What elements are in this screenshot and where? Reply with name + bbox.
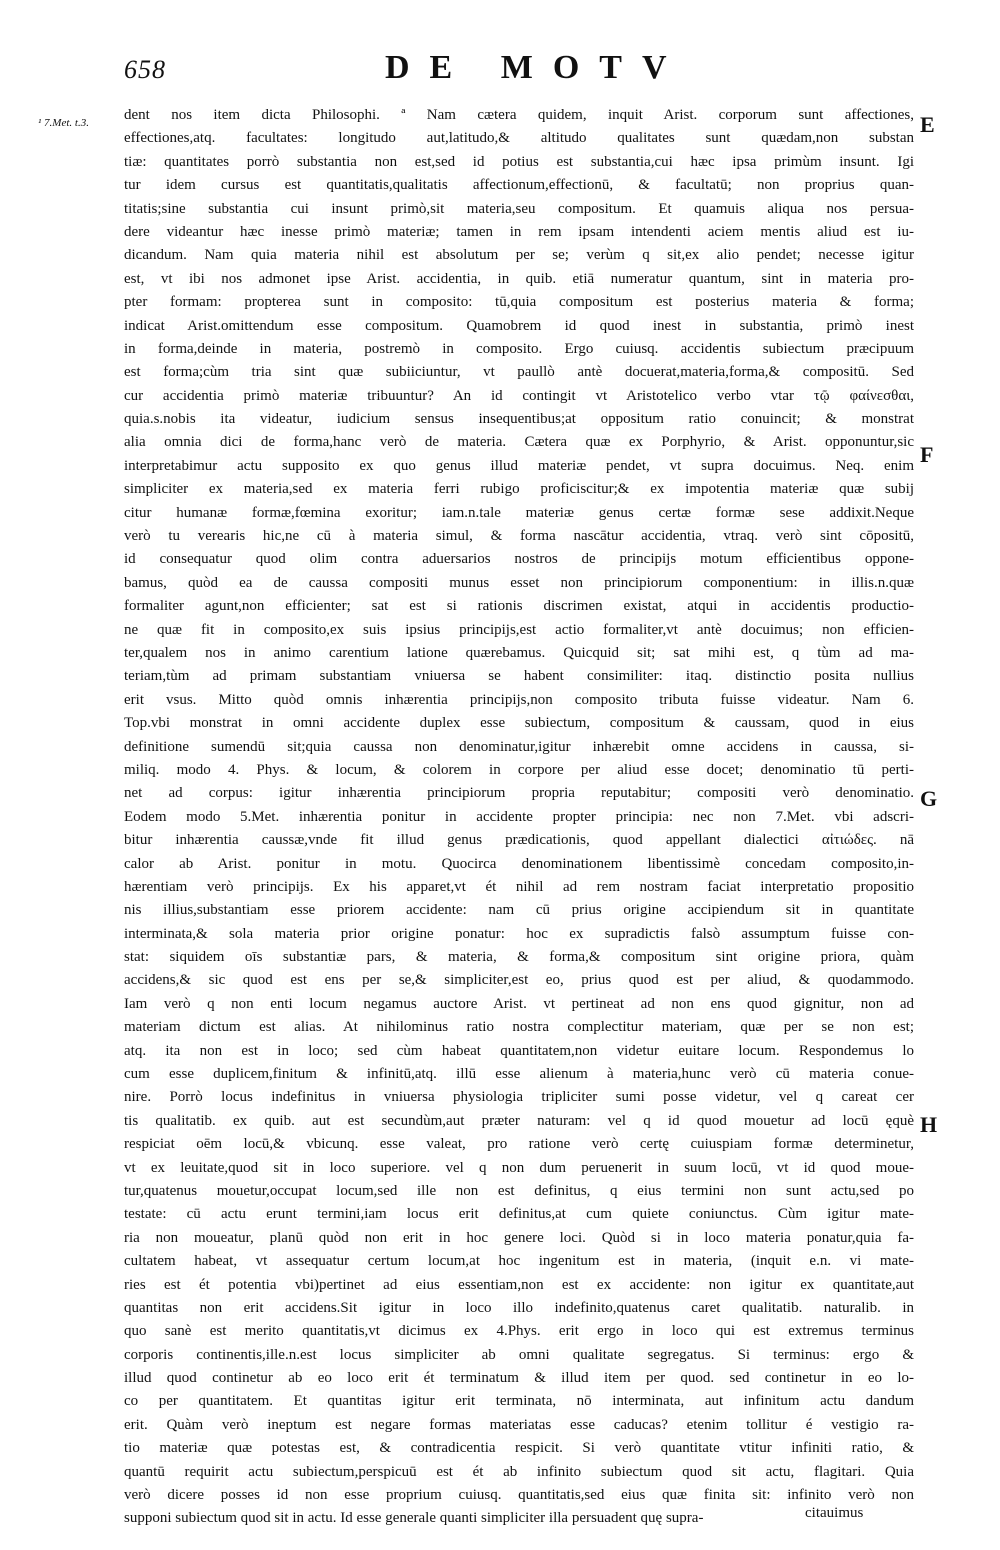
text-line: tur idem cursus est quantitatis,qualitatis affectionum,effectionū, & facultatū; non proprius quan- bbox=[124, 177, 914, 194]
text-line: est, vt ibi nos admonet ipse Arist. accidentia, in quib. etiā numeratur quantum, sint in materia pro- bbox=[124, 270, 914, 287]
text-line: quo sanè est merito quantitatis,vt dicimus ex 4.Phys. erit ergo in loco qui est extremus terminus bbox=[124, 1323, 914, 1340]
margin-section-letter-h: H bbox=[920, 1112, 938, 1137]
text-line: supponi subiectum quod sit in actu. Id esse generale quanti simpliciter illa persuadent quę supra- bbox=[124, 1510, 704, 1527]
text-line: respiciat oēm locū,& vbicunq. esse valeat, pro ratione verò certę cuiuspiam formæ determinetur, bbox=[124, 1136, 914, 1153]
text-line: ne quæ fit in composito,ex suis ipsius principijs,est actio formaliter,vt antè docuimus; non efficien- bbox=[124, 621, 914, 638]
text-line: tis qualitatib. ex quib. aut est secundùm,aut præter naturam: vel q id quod mouetur ad locū ęquè bbox=[124, 1112, 914, 1129]
text-line: quia.s.nobis ita videatur, iudicium sensus insequentibus;at oppositum ratio conuincit; & monstrat bbox=[124, 411, 914, 428]
text-line: hærentiam verò principijs. Ex his apparet,vt ét nihil ad rem nostram faciat interpretatio propositio bbox=[124, 878, 914, 895]
text-line: quantitas non erit accidens.Sit igitur in loco illo indefinito,quatenus caret qualitatib. naturalib. in bbox=[124, 1299, 914, 1316]
text-line: accidens,& sic quod est ens per se,& simpliciter,est eo, prius quod est per aliud, & quodammodo. bbox=[124, 972, 914, 989]
text-line: dent nos item dicta Philosophi. ª Nam cætera quidem, inquit Arist. corporum sunt affectiones, bbox=[124, 107, 914, 123]
text-line: net ad corpus: igitur inhærentia principiorum propria reputabitur; compositi verò denominatio. bbox=[124, 785, 914, 802]
text-line: in forma,deinde in materia, postremò in composito. Ergo cuiusq. accidentis subiectum præcipuum bbox=[124, 340, 914, 357]
text-line: atq. ita non est in loco; sed cùm habeat quantitatem,non videtur euitare locum. Respondemus lo bbox=[124, 1042, 914, 1059]
text-line: materiam dictum est alias. At nihilominus ratio nostra complectitur materiam, quæ per se non est; bbox=[124, 1019, 914, 1036]
text-line: dicandum. Nam quia materia nihil est absolutum per se; verùm q sit,ex alio pendet; necesse igitur bbox=[124, 247, 914, 264]
text-line: verò dicere posses id non esse proprium cuiusq. quantitatis,sed eius quæ finita sit: infinito verò non bbox=[124, 1487, 914, 1504]
text-line: testate: cū actu erunt termini,iam locus erit definitus,at cum quiete coniunctus. Cùm igitur mate- bbox=[124, 1206, 914, 1223]
text-line: indicat Arist.omittendum esse compositum. Quamobrem id quod inest in substantia, primò inest bbox=[124, 317, 914, 334]
text-line: stat: siquidem oīs substantiæ pars, & materia, & forma,& compositum sint origine priora, quàm bbox=[124, 949, 914, 966]
catchword: citauimus bbox=[805, 1505, 864, 1521]
text-line: vt ex leuitate,quod sit in loco superiore. vel q non dum peruenerit in suum locū, vt id quod moue- bbox=[124, 1159, 914, 1176]
text-line: formaliter agunt,non efficienter; sat est si rationis discrimen existat, atqui in accidentis productio- bbox=[124, 598, 914, 615]
text-line: bitur inhærentia caussæ,vnde fit illud genus prædicationis, quod appellant dialectici αἰτιώδες. nā bbox=[124, 832, 914, 849]
margin-section-letter-f: F bbox=[920, 442, 934, 467]
text-line: tur,quatenus mouetur,occupat locum,sed ille non est definitus, q eius termini non sunt actu,sed po bbox=[124, 1182, 914, 1199]
text-line: est forma;cùm tria sint quæ subiiciuntur, vt paullò antè docuerat,materia,forma,& compositū. Sed bbox=[124, 364, 914, 381]
text-line: cur accidentia primò materiæ tribuuntur? An id contingit vt Aristotelico verbo vtar τῷ φαίνεσθαι, bbox=[124, 387, 914, 404]
text-line: alia omnia dici de forma,hanc verò de materia. Cætera quæ ex Porphyrio, & Arist. opponuntur,sic bbox=[124, 434, 914, 451]
text-line: ria non moueatur, planū quòd non erit in hoc genere loci. Quòd si in loco materia ponatur,quia fa- bbox=[124, 1229, 914, 1246]
text-line: quantū requirit actu subiectum,perspicuū est ét ab infinito subiectum quod sit actu, flagitari. Quia bbox=[124, 1463, 914, 1480]
text-line: erit vsus. Mitto quòd omnis inhærentia principijs,non composito tributa fuisse videatur. Nam 6. bbox=[124, 691, 914, 708]
text-line: teriam,tùm ad primam substantiam vniuersa se habent consimiliter: itaq. distinctio posita nullius bbox=[124, 668, 914, 685]
text-line: calor ab Arist. ponitur in motu. Quocirca denominationem libentissimè concedam composito,in- bbox=[124, 855, 914, 872]
text-line: dere videantur hæc inesse primò materiæ; tamen in rem ipsam intendenti aciem mentis aliud est iu- bbox=[124, 223, 914, 240]
text-line: cultatem habeat, vt assequatur certum locum,at hoc ingenitum est in materia, (inquit e.n. vi mate- bbox=[124, 1253, 914, 1270]
text-line: interminata,& sola materia prior origine ponatur: hoc ex supradictis falsò assumptum fuisse con- bbox=[124, 925, 914, 942]
text-line: Iam verò q non enti locum negamus auctore Arist. vt pertineat ad non ens quod gignitur, non ad bbox=[124, 995, 914, 1012]
text-line: id consequatur quod olim contra aduersarios nostros de principijs motum efficientibus oppone- bbox=[124, 551, 914, 568]
main-text-block bbox=[124, 104, 914, 1531]
text-line: definitione sumendū sit;quia caussa non denominatur,igitur inhærebit omne accidens in caussa, si- bbox=[124, 738, 914, 755]
running-title: DE MOTV bbox=[385, 49, 687, 86]
marginal-reference: ¹ 7.Met. t.3. bbox=[38, 117, 89, 129]
text-line: bamus, quòd ea de caussa compositi munus esset non principiorum componentium: in illis.n.quæ bbox=[124, 574, 914, 591]
margin-section-letter-e: E bbox=[920, 112, 935, 137]
text-line: Eodem modo 5.Met. inhærentia ponitur in accidente propter principia: nec non 7.Met. vbi adscri- bbox=[124, 808, 914, 825]
text-line: miliq. modo 4. Phys. & locum, & colorem in corpore per aliud esse docet; denominatio tū perti- bbox=[124, 761, 914, 778]
text-line: pter formam: propterea sunt in composito: tū,quia compositum est posterius materia & forma; bbox=[124, 294, 914, 311]
text-line: interpretabimur actu supposito ex quo genus illud materiæ pendet, vt supra docuimus. Neq. enim bbox=[124, 457, 914, 474]
text-line: Top.vbi monstrat in omni accidente duplex esse subiectum, compositum & caussam, quod in eius bbox=[124, 715, 914, 732]
margin-section-letter-g: G bbox=[920, 786, 938, 811]
text-line: corporis continentis,ille.n.est locus simpliciter ab omni qualitate segregatus. Si terminus: ergo & bbox=[124, 1346, 914, 1363]
text-line: ries est ét potentia vbi)pertinet ad eius essentiam,non est ex accidente: non igitur ex quantitate,aut bbox=[124, 1276, 914, 1293]
text-line: simpliciter ex materia,sed ex materia ferri rubigo proficiscitur;& ex impotentia materiæ quæ subij bbox=[124, 481, 914, 498]
text-line: nire. Porrò locus indefinitus in vniuersa physiologia tripliciter sumi posse videtur, vel q careat cer bbox=[124, 1089, 914, 1106]
text-line: titatis;sine substantia cui insunt primò,sit materia,seu compositum. Et quamuis aliqua nos persua- bbox=[124, 200, 914, 217]
text-line: illud quod continetur ab eo loco erit ét terminatum & illud item per quod. sed continetur in eo lo- bbox=[124, 1370, 914, 1387]
text-line: effectiones,atq. facultates: longitudo aut,latitudo,& altitudo qualitates sunt quædam,non substan bbox=[124, 130, 914, 147]
text-line: co per quantitatem. Et quantitas igitur erit terminata, nō interminata, aut infinitum actu dandum bbox=[124, 1393, 914, 1410]
text-line: verò tu verearis hic,ne cū à materia simul, & forma nascātur accidentia, vtraq. verò sint cōpositū, bbox=[124, 528, 914, 545]
text-line: tiæ: quantitates porrò substantia non est,sed id potius est substantia,cui hæc ipsa primùm insunt. Igi bbox=[124, 153, 914, 170]
page-number: 658 bbox=[124, 55, 166, 84]
text-line: tio materiæ quæ potestas est, & contradicentia respicit. Si verò quantitate vtitur infiniti ratio, & bbox=[124, 1440, 914, 1457]
page-header bbox=[0, 49, 1000, 95]
text-line: nis illius,substantiam esse priorem accidente: nam cū prius origine accipiendum sit in quantitate bbox=[124, 902, 914, 919]
text-line: ter,qualem nos in animo carentium latione quærebamus. Quicquid sit; sat mihi est, q tùm ad ma- bbox=[124, 644, 914, 661]
text-line: citur humanæ formæ,fœmina exoritur; iam.n.tale materiæ genus certæ formæ sese addixit.Neque bbox=[124, 504, 914, 521]
text-line: cum esse duplicem,finitum & infinitū,atq. illū esse alienum à materia,hunc verò cū materia conue- bbox=[124, 1066, 914, 1083]
text-line: erit. Quàm verò ineptum est negare formas materiatas esse caducas? etenim tollitur é vestigio ra- bbox=[124, 1416, 914, 1433]
